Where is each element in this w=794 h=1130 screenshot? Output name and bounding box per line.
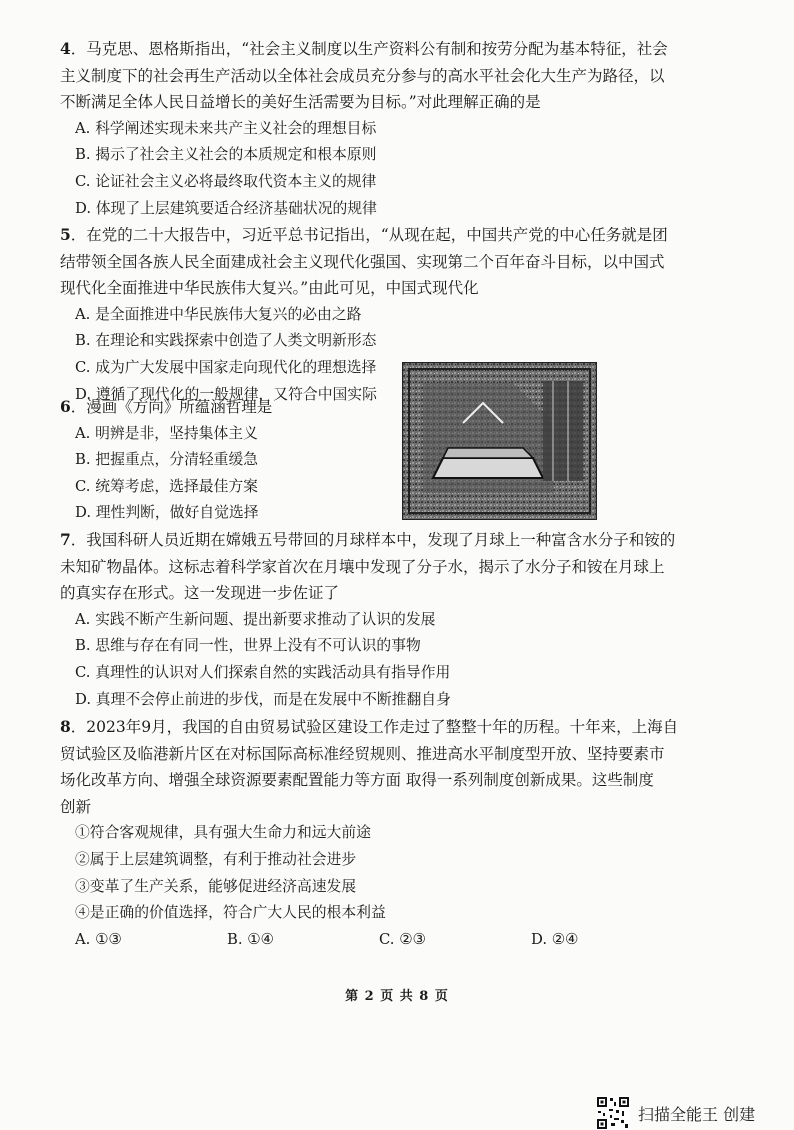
- option-a: A. 科学阐述实现未来共产主义社会的理想目标: [75, 119, 377, 137]
- option-d: D. 遵循了现代化的一般规律，又符合中国实际: [75, 385, 377, 403]
- choice-d: D. ②④: [531, 930, 579, 948]
- stem-line: 不断满足全体人民日益增长的美好生活需要为目标。”对此理解正确的是: [60, 93, 541, 112]
- question-number: 5: [60, 225, 71, 244]
- question-number: 7: [60, 530, 71, 549]
- statement-3: ③变革了生产关系，能够促进经济高速发展: [75, 877, 357, 895]
- option-b: B. 思维与存在有同一性，世界上没有不可认识的事物: [75, 637, 421, 655]
- watermark-text: 扫描全能王 创建: [638, 1104, 756, 1124]
- stem-line: 场化改革方向、增强全球资源要素配置能力等方面 取得一系列制度创新成果。这些制度: [60, 771, 654, 790]
- option-b: B. 把握重点，分清轻重缓急: [75, 451, 259, 469]
- statement-4: ④是正确的价值选择，符合广大人民的根本利益: [75, 904, 386, 922]
- choice-row: [60, 927, 750, 954]
- option-c: C. 真理性的认识对人们探索自然的实践活动具有指导作用: [75, 663, 451, 681]
- stem-line: ．2023年9月，我国的自由贸易试验区建设工作走过了整整十年的历程。十年来，上海自: [70, 718, 679, 736]
- stem-line: ．漫画《方向》所蕴涵哲理是: [70, 398, 273, 416]
- option-d: D. 理性判断，做好自觉选择: [75, 504, 259, 522]
- question-8: [60, 714, 750, 953]
- stem-line: 未知矿物晶体。这标志着科学家首次在月壤中发现了分子水，揭示了水分子和铵在月球上: [60, 557, 665, 576]
- stem-line: 主义制度下的社会再生产活动以全体社会成员充分参与的高水平社会化大生产为路径，以: [60, 66, 665, 85]
- option-c: C. 成为广大发展中国家走向现代化的理想选择: [75, 358, 377, 376]
- stem-line: 的真实存在形式。这一发现进一步佐证了: [60, 584, 340, 603]
- option-d: D. 真理不会停止前进的步伐，而是在发展中不断推翻自身: [75, 690, 451, 708]
- statement-2: ②属于上层建筑调整，有利于推动社会进步: [75, 850, 357, 868]
- qr-code-icon: [596, 1096, 630, 1130]
- option-a: A. 是全面推进中华民族伟大复兴的必由之路: [75, 305, 362, 323]
- statement-1: ①符合客观规律，具有强大生命力和远大前途: [75, 824, 371, 842]
- option-a: A. 实践不断产生新问题、提出新要求推动了认识的发展: [75, 610, 436, 628]
- stem-line: ．在党的二十大报告中，习近平总书记指出，“从现在起，中国共产党的中心任务就是团: [70, 226, 668, 244]
- question-number: 4: [60, 39, 71, 58]
- stem-line: ．我国科研人员近期在嫦娥五号带回的月球样本中，发现了月球上一种富含水分子和铵的: [70, 531, 676, 549]
- option-b: B. 揭示了社会主义社会的本质规定和根本原则: [75, 146, 377, 164]
- option-a: A. 明辨是非，坚持集体主义: [75, 424, 258, 442]
- option-d: D. 体现了上层建筑要适合经济基础状况的规律: [75, 199, 377, 217]
- choice-a: A. ①③: [75, 930, 122, 948]
- question-4: [60, 36, 750, 222]
- question-number: 6: [60, 397, 71, 416]
- question-number: 8: [60, 717, 71, 736]
- cartoon-image: [402, 362, 597, 520]
- choice-c: C. ②③: [379, 930, 426, 948]
- option-c: C. 统筹考虑，选择最佳方案: [75, 477, 258, 495]
- stem-line: ．马克思、恩格斯指出，“社会主义制度以生产资料公有制和按劳分配为基本特征，社会: [70, 40, 668, 58]
- option-c: C. 论证社会主义必将最终取代资本主义的规律: [75, 172, 377, 190]
- stem-line: 创新: [60, 797, 92, 816]
- page-footer: 第 2 页 共 8 页: [345, 989, 449, 1004]
- question-7: [60, 527, 750, 713]
- stem-line: 结带领全国各族人民全面建成社会主义现代化强国、实现第二个百年奋斗目标，以中国式: [60, 252, 665, 271]
- scanner-watermark: [596, 1096, 755, 1130]
- stem-line: 现代化全面推进中华民族伟大复兴。”由此可见，中国式现代化: [60, 279, 479, 298]
- stem-line: 贸试验区及临港新片区在对标国际高标准经贸规则、推进高水平制度型开放、坚持要素市: [60, 744, 665, 763]
- choice-b: B. ①④: [227, 930, 274, 948]
- option-b: B. 在理论和实践探索中创造了人类文明新形态: [75, 332, 377, 350]
- question-6: [60, 394, 390, 527]
